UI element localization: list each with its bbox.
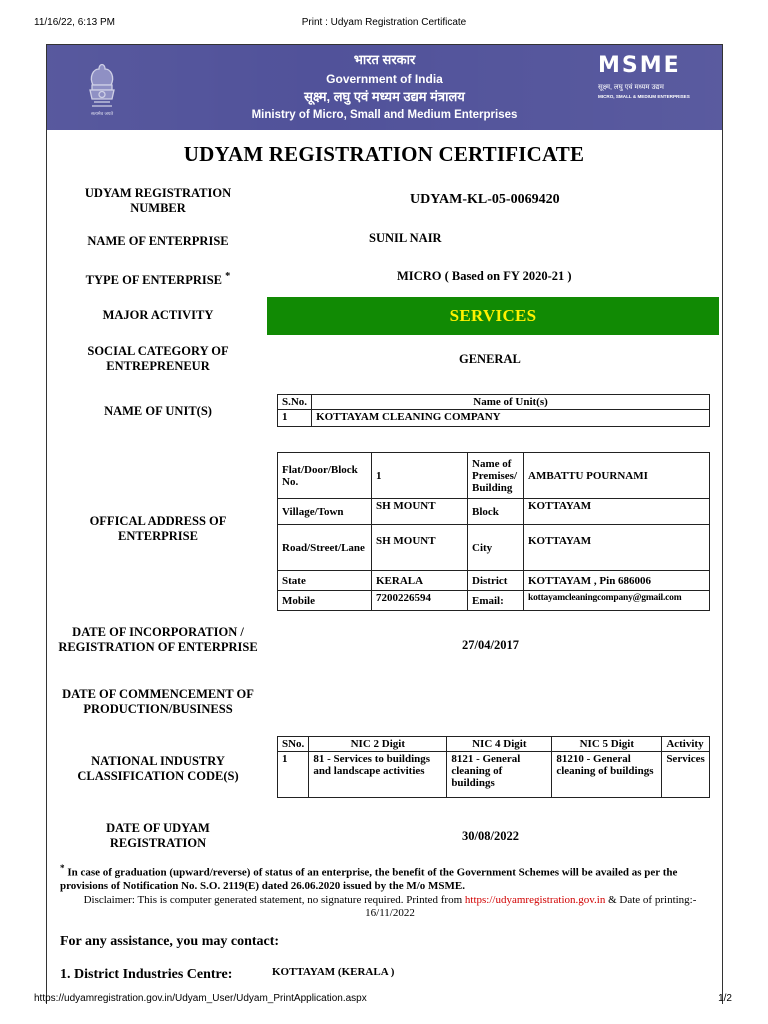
nic-header-5digit: NIC 5 Digit [552,737,662,752]
addr-flat-label: Flat/Door/Block No. [278,453,372,499]
nic-cell-5digit: 81210 - General cleaning of buildings [552,752,662,798]
print-url: https://udyamregistration.gov.in/Udyam_User/Udyam_PrintApplication.aspx [34,993,367,1004]
social-category-label: SOCIAL CATEGORY OF ENTREPRENEUR [87,344,229,373]
address-label: OFFICAL ADDRESS OF ENTERPRISE [89,514,227,543]
addr-email-value: kottayamcleaningcompany@gmail.com [524,591,710,611]
government-banner [47,45,722,130]
table-row [278,453,710,499]
addr-city-value: KOTTAYAM [524,525,710,571]
udyam-date-value: 30/08/2022 [462,829,519,843]
nic-header-2digit: NIC 2 Digit [309,737,447,752]
table-row [278,410,710,427]
table-row [278,591,710,611]
certificate-title: UDYAM REGISTRATION CERTIFICATE [183,142,585,166]
print-page-title: Print : Udyam Registration Certificate [301,17,467,28]
print-page-number: 1/2 [718,993,732,1004]
addr-email-label: Email: [468,591,524,611]
udyam-portal-link[interactable]: https://udyamregistration.gov.in [464,894,606,906]
footnote-mark: * [60,863,65,873]
addr-district-label: District [468,571,524,591]
type-label [58,269,258,288]
units-header-sno: S.No. [278,395,312,410]
hindi-govt-title: भारत सरकार [353,52,416,67]
dic-label: 1. District Industries Centre: [60,967,233,982]
hindi-ministry-title: सूक्ष्म, लघु एवं मध्यम उद्यम मंत्रालय [304,89,465,104]
addr-state-label: State [278,571,372,591]
table-row [278,499,710,525]
addr-mobile-label: Mobile [278,591,372,611]
footnote-text: In case of graduation (upward/reverse) of status of an enterprise, the benefit of the Government Schemes will be availed as per the provisions of Notification No. S.O. 2119(E) dated 26.06.2020 issued by the M/o MSME. [60,866,678,892]
commencement-label: DATE OF COMMENCEMENT OF PRODUCTION/BUSINESS [62,687,254,716]
print-datetime: 11/16/22, 6:13 PM [34,17,115,28]
addr-flat-value: 1 [372,453,468,499]
govt-of-india-title: Government of India [326,72,443,86]
units-cell-name: KOTTAYAM CLEANING COMPANY [312,410,710,427]
nic-header-sno: SNo. [278,737,309,752]
nic-header-4digit: NIC 4 Digit [447,737,552,752]
type-value: MICRO ( Based on FY 2020-21 ) [397,269,572,283]
table-row [278,571,710,591]
incorporation-label: DATE OF INCORPORATION / REGISTRATION OF ENTERPRISE [58,625,258,654]
svg-text:सत्यमेव जयते: सत्यमेव जयते [90,112,114,117]
nic-label: NATIONAL INDUSTRY CLASSIFICATION CODE(S) [77,754,239,783]
address-table [277,452,710,611]
nic-table [277,736,710,798]
msme-logo-word: MSME [598,53,681,78]
nic-cell-activity: Services [662,752,710,798]
assistance-heading: For any assistance, you may contact: [60,934,280,949]
msme-logo [598,55,698,101]
addr-road-label: Road/Street/Lane [278,525,372,571]
addr-premises-label: Name of Premises/ Building [468,453,524,499]
addr-city-label: City [468,525,524,571]
udyam-date-label: DATE OF UDYAM REGISTRATION [106,821,210,850]
nic-cell-2digit: 81 - Services to buildings and landscape activities [309,752,447,798]
addr-block-label: Block [468,499,524,525]
disclaimer-suffix: & Date of printing:- [605,894,697,906]
type-label-mark: * [225,271,231,282]
print-header [0,17,768,31]
units-cell-sno: 1 [278,410,312,427]
addr-premises-value: AMBATTU POURNAMI [524,453,710,499]
addr-village-value: SH MOUNT [372,499,468,525]
type-label-text: TYPE OF ENTERPRISE [85,273,223,288]
incorporation-value: 27/04/2017 [462,638,519,652]
activity-value-bar: SERVICES [267,297,719,335]
ministry-title: Ministry of Micro, Small and Medium Enterprises [251,109,518,121]
nic-cell-4digit: 8121 - General cleaning of buildings [447,752,552,798]
reg-number-value: UDYAM-KL-05-0069420 [410,192,560,207]
enterprise-name-label: NAME OF ENTERPRISE [87,234,229,248]
printing-date: 16/11/2022 [365,907,415,919]
nic-table-header [278,737,710,752]
addr-block-value: KOTTAYAM [524,499,710,525]
addr-road-value: SH MOUNT [372,525,468,571]
table-row [278,752,710,798]
dic-value: KOTTAYAM (KERALA ) [272,966,395,978]
units-table-header [278,395,710,410]
nic-header-activity: Activity [662,737,710,752]
print-footer [0,993,768,1007]
activity-label: MAJOR ACTIVITY [102,308,214,322]
social-category-value: GENERAL [459,352,521,366]
units-label: NAME OF UNIT(S) [104,404,212,418]
disclaimer-prefix: Disclaimer: This is computer generated statement, no signature required. Printed from [83,894,465,906]
disclaimer [60,894,720,920]
msme-logo-hindi: सूक्ष्म, लघु एवं मध्यम उद्यम [598,84,664,91]
nic-cell-sno: 1 [278,752,309,798]
table-row [278,525,710,571]
addr-state-value: KERALA [372,571,468,591]
graduation-footnote [60,862,720,893]
addr-mobile-value: 7200226594 [372,591,468,611]
enterprise-name-value: SUNIL NAIR [369,231,442,245]
addr-village-label: Village/Town [278,499,372,525]
units-header-name: Name of Unit(s) [312,395,710,410]
addr-district-value: KOTTAYAM , Pin 686006 [524,571,710,591]
units-table [277,394,710,427]
msme-logo-english: MICRO, SMALL & MEDIUM ENTERPRISES [598,94,690,99]
reg-number-label: UDYAM REGISTRATION NUMBER [84,186,232,215]
